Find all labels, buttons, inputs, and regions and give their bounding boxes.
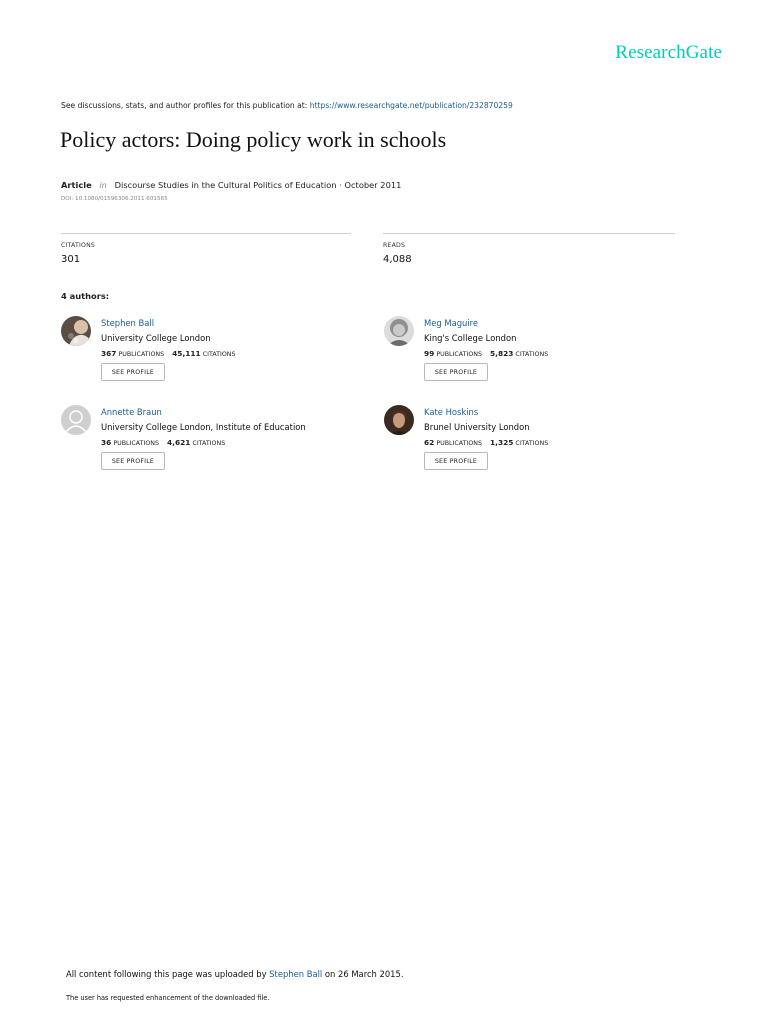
- publications-label: PUBLICATIONS: [113, 440, 159, 447]
- page-title: Policy actors: Doing policy work in schools: [60, 127, 447, 152]
- meta-in: in: [99, 180, 107, 190]
- publications-label: PUBLICATIONS: [436, 351, 482, 358]
- citations-count: 1,325: [490, 438, 514, 447]
- article-type: Article: [61, 180, 92, 190]
- upload-suffix: on 26 March 2015.: [324, 969, 404, 979]
- publications-count: 99: [424, 349, 435, 358]
- see-profile-button[interactable]: SEE PROFILE: [101, 452, 165, 470]
- profile-discussion-line: [61, 101, 513, 110]
- author-stats: [101, 438, 225, 447]
- author-avatar[interactable]: [61, 316, 91, 346]
- citations-count: 45,111: [172, 349, 201, 358]
- citations-stat: [61, 233, 351, 265]
- author-name-link[interactable]: Kate Hoskins: [424, 407, 479, 417]
- researchgate-logo[interactable]: ResearchGate: [615, 42, 722, 63]
- author-name-link[interactable]: Stephen Ball: [101, 318, 155, 328]
- upload-prefix: All content following this page was uploaded by: [66, 969, 267, 979]
- see-profile-button[interactable]: SEE PROFILE: [101, 363, 165, 381]
- see-profile-button[interactable]: SEE PROFILE: [424, 363, 488, 381]
- citations-count: 5,823: [490, 349, 514, 358]
- citations-label: CITATIONS: [515, 440, 549, 447]
- author-stats: [424, 349, 548, 358]
- author-avatar[interactable]: [384, 405, 414, 435]
- citations-label: CITATIONS: [61, 242, 96, 249]
- author-card: [384, 316, 684, 396]
- publications-label: PUBLICATIONS: [436, 440, 482, 447]
- author-name-link[interactable]: Annette Braun: [101, 407, 162, 417]
- see-profile-button[interactable]: SEE PROFILE: [424, 452, 488, 470]
- publications-count: 367: [101, 349, 117, 358]
- author-institution: Brunel University London: [424, 422, 530, 432]
- publications-count: 62: [424, 438, 435, 447]
- citations-value: 301: [61, 254, 81, 265]
- authors-heading: 4 authors:: [61, 291, 110, 301]
- author-avatar[interactable]: [61, 405, 91, 435]
- citations-label: CITATIONS: [515, 351, 549, 358]
- citations-label: CITATIONS: [202, 351, 236, 358]
- journal-venue-link[interactable]: Discourse Studies in the Cultural Politics of Education · October 2011: [114, 180, 402, 190]
- reads-value: 4,088: [383, 254, 412, 265]
- author-stats: [101, 349, 236, 358]
- see-line-prefix: See discussions, stats, and author profiles for this publication at:: [61, 101, 308, 110]
- citations-count: 4,621: [167, 438, 191, 447]
- publication-url-link[interactable]: https://www.researchgate.net/publication/232870259: [309, 101, 513, 110]
- enhancement-note: The user has requested enhancement of the downloaded file.: [66, 994, 270, 1002]
- author-name-link[interactable]: Meg Maguire: [424, 318, 479, 328]
- author-avatar[interactable]: [384, 316, 414, 346]
- author-institution: King's College London: [424, 333, 517, 343]
- author-card: [61, 405, 361, 485]
- upload-info: [66, 969, 404, 979]
- uploader-link[interactable]: Stephen Ball: [269, 969, 323, 979]
- author-institution: University College London: [101, 333, 211, 343]
- author-card: [384, 405, 684, 485]
- publications-label: PUBLICATIONS: [118, 351, 165, 358]
- author-card: [61, 316, 361, 396]
- reads-label: READS: [383, 242, 406, 249]
- author-stats: [424, 438, 548, 447]
- reads-stat: [383, 233, 675, 265]
- citations-label: CITATIONS: [192, 440, 226, 447]
- article-meta: [61, 180, 401, 190]
- author-institution: University College London, Institute of Education: [101, 422, 306, 432]
- publications-count: 36: [101, 438, 112, 447]
- doi-text: DOI: 10.1080/01596306.2011.601565: [61, 196, 168, 202]
